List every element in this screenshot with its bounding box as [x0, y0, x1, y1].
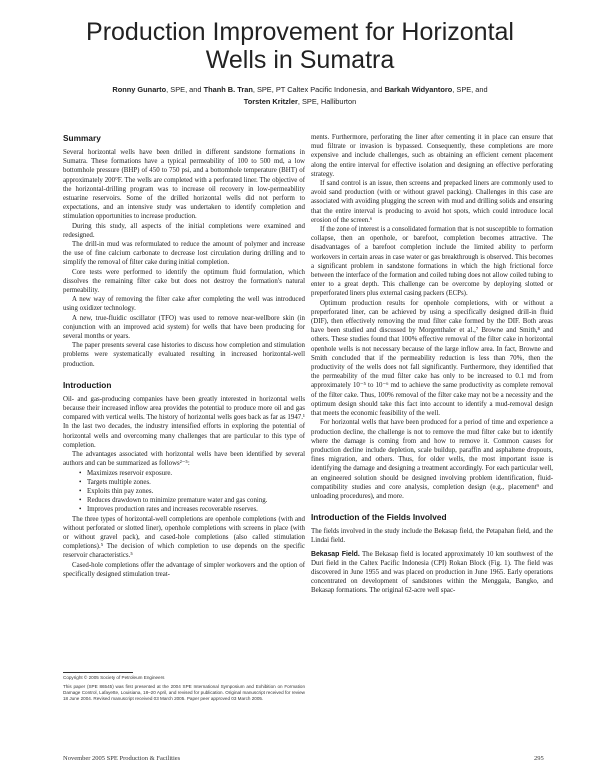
body-paragraph: ments. Furthermore, perforating the liner after cementing it in place can ensure that mud filtrate or invasion is bypassed. Consequently, these completions are more expensive and include challenges, such as obtaining an efficient cement placement along the entire interval for effective isolation and designing an effective perforating strategy.	[311, 134, 553, 178]
list-item: • Maximizes reservoir exposure.	[87, 469, 305, 478]
fields-heading: Introduction of the Fields Involved	[311, 512, 447, 523]
author-name: Ronny Gunarto	[112, 85, 167, 94]
author-name: Torsten Kritzler	[243, 97, 298, 106]
body-paragraph: Optimum production results for openhole completions, with or without a preperforated liner, can be achieved by using a specifically designed drill-in fluid (DIF), then effectively removing the mud filter cake formed by the DIF. Both areas have been studied and discussed by Morgenthaler et al.,⁷ Browne and Smith,⁸ and others. These studies found that 100% effective removal of the filter cake in horizontal openhole wells is not necessary because of the large inflow area. In fact, Browne and Smith concluded that if the permeability reduction is less than 70%, then the productivity of the wells does not fall significantly. Furthermore, they identified that the permeability of the mud filter cake has only to be increased to 0.1 md from approximately 10⁻⁵ to 10⁻⁶ md to achieve the same productivity as complete removal of the filter cake. Thus, 100% removal of the filter cake may not be a necessity and the optimum design should take this fact into account to identify a mud-removal design that meets the economic feasibility of the well.	[311, 299, 553, 418]
footnote-divider	[63, 672, 133, 673]
journal-footer: November 2005 SPE Production & Facilities	[63, 755, 181, 762]
author-list	[40, 84, 560, 108]
summary-paragraph: A new way of removing the filter cake after completing the well was introduced using oxidizer technology.	[63, 296, 305, 313]
summary-paragraph: The paper presents several case histories to discuss how completion and stimulation problems were systematically evaluated resulting in increased horizontal-well production.	[63, 342, 305, 368]
bekasap-text: The Bekasap field is located approximately 10 km southwest of the Duri field in the Caltex Pacific Indonesia (CPI) Rokan Block (Fig. 1). The field was discovered in June 1955 and was placed on production in June 1965. Early operations concentrated on development of sandstones within the Menggala, Bangko, and Bekasap formations. The original 62-acre well spac-	[311, 550, 553, 595]
body-paragraph: The fields involved in the study include the Bekasap field, the Petapahan field, and the Lindai field.	[311, 528, 553, 545]
page-number: 295	[534, 755, 544, 762]
introduction-paragraph: Oil- and gas-producing companies have been greatly interested in horizontal wells because their increased inflow area provides the potential to produce more oil and gas compared with vertical wells. The history of horizontal wells goes back as far as 1947.¹ In the last two decades, the industry intensified efforts in exploring the potential of horizontal wells and overcoming many challenges that are particular to this type of completion.	[63, 395, 305, 449]
summary-paragraph: Several horizontal wells have been drilled in different sandstone formations in Sumatra. These formations have a typical permeability of 100 to 500 md, a low bottomhole pressure (BHP) of 450 to 750 psi, and a bottomhole temperature (BHT) of approximately 200°F. The wells are completed with a perforated liner. The objective of the horizontal-drilling program was to increase oil recovery in low-permeability estuarine reservoirs. Some of the drilled horizontal wells did not perform to expectations, and an intensive study was undertaken to identify completion and stimulation opportunities to increase production.	[63, 149, 305, 221]
summary-heading: Summary	[63, 133, 101, 143]
summary-paragraph: During this study, all aspects of the initial completions were examined and redesigned.	[63, 222, 305, 239]
summary-paragraph: A new, true-fluidic oscillator (TFO) was used to remove near-wellbore skin (in conjunction with an improved acid system) for wells that have been producing for several months or years.	[63, 314, 305, 341]
footnote-text: This paper (SPE 86545) was first presented at the 2004 SPE International Symposium and Exhibition on Formation Damage Control, Lafayette, Louisiana, 18–20 April, and revised for publication. Original manuscript received for review 18 June 2004. Revised manuscript received 03 March 2005. Paper peer approved 03 March 2005.	[63, 684, 305, 702]
right-column	[311, 133, 553, 596]
author-affiliation: , SPE, and	[166, 85, 204, 94]
list-item: • Exploits thin pay zones.	[87, 487, 305, 496]
copyright-line: Copyright © 2005 Society of Petroleum Engineers	[63, 675, 165, 680]
author-affiliation: , SPE, PT Caltex Pacific Indonesia, and	[252, 85, 385, 94]
introduction-paragraph: The three types of horizontal-well completions are openhole completions (with and without perforated or slotted liner), openhole completions with screens in place (with or without gravel pack), and cased-hole completions (also called stimulation completions).⁵ The decision of which completion to use depends on the specific reservoir characteristics.⁵	[63, 515, 305, 560]
introduction-heading: Introduction	[63, 379, 112, 390]
list-item: • Reduces drawdown to minimize premature water and gas coning.	[87, 496, 305, 505]
summary-paragraph: The drill-in mud was reformulated to reduce the amount of polymer and increase the use of fine calcium carbonate to decrease lost circulation during drilling and to simplify the removal of filter cake during initial completion.	[63, 241, 305, 267]
list-item: • Targets multiple zones.	[87, 478, 305, 487]
fields-section	[311, 512, 553, 595]
body-paragraph: For horizontal wells that have been produced for a period of time and experience a production decline, the challenge is not to remove the mud filter cake but to identify where the damage is coming from and how to remove it. Common causes for production decline include depletion, scale buildup, paraffin and asphaltene dropouts, fines migration, and others. Thus, for older wells, the most important issue is identifying the damage and designing a treatment accordingly. For each particular well, an engineered solution should be designed involving problem identification, fluid-compatibility studies and core analysis, completion design (e.g., placement⁹ and unloading procedures), and more.	[311, 419, 553, 500]
author-name: Thanh B. Tran	[203, 85, 253, 94]
body-paragraph: If the zone of interest is a consolidated formation that is not susceptible to formation collapse, then an openhole, or barefoot, completion becomes attractive. The disadvantages of a barefoot completion include the limited ability to perform workovers in certain areas in case water or gas breakthrough is observed. This becomes a significant problem in sandstone formations in which the high frictional force between the interface of the formation and coiled tubing does not allow coiled tubing to enter to a great depth. This challenge can be overcome by deploying slotted or preperforated liners plus external casing packers (ECPs).	[311, 226, 553, 298]
author-affiliation: , SPE, and	[452, 85, 488, 94]
bekasap-paragraph	[311, 550, 553, 596]
title-line-2: Wells in Sumatra	[205, 46, 395, 74]
author-affiliation: , SPE, Halliburton	[297, 97, 357, 106]
author-name: Barkah Widyantoro	[384, 85, 453, 94]
introduction-paragraph: Cased-hole completions offer the advantage of simpler workovers and the option of specifically designed stimulation treat-	[63, 561, 305, 578]
footnote	[63, 675, 305, 702]
introduction-paragraph: The advantages associated with horizontal wells have been identified by several authors and can be summarized as follows²⁻⁵:	[63, 451, 305, 468]
paper-title	[30, 18, 570, 74]
advantages-list	[63, 469, 305, 515]
introduction-section	[63, 380, 305, 579]
left-column	[63, 133, 305, 579]
body-paragraph: If sand control is an issue, then screens and prepacked liners are commonly used to avoid sand production (with or without gravel packing). Challenges in this case are associated with avoiding plugging the screen with mud and drilling solids and ensuring that the entire interval is producing to avoid hot spots, which could introduce local erosion of the screen.⁶	[311, 180, 553, 224]
title-line-1: Production Improvement for Horizontal	[86, 18, 514, 46]
summary-paragraph: Core tests were performed to identify the optimum fluid formulation, which dissolves the remaining filter cake but does not destroy the formation's natural permeability.	[63, 268, 305, 295]
list-item: • Improves production rates and increases recoverable reserves.	[87, 505, 305, 514]
field-subheading: Bekasap Field.	[311, 550, 360, 558]
